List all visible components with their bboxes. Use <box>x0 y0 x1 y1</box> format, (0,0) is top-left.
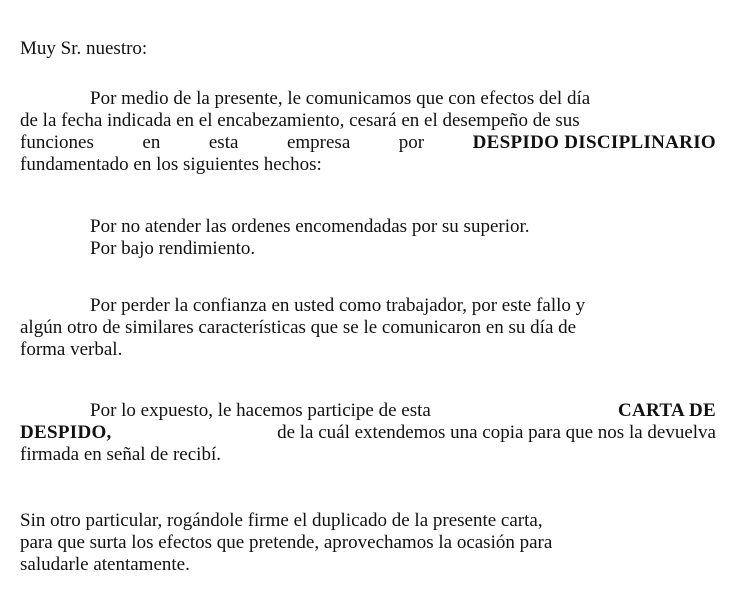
reasons-list <box>90 216 530 260</box>
letter-page <box>20 0 716 612</box>
paragraph-line-text: de la cuál extendemos una copia para que nos la devuelva <box>277 422 716 443</box>
paragraph-line <box>20 110 716 132</box>
paragraph-line-text: Sin otro particular, rogándole firme el duplicado de la presente carta, <box>20 510 543 531</box>
paragraph-line <box>20 532 716 554</box>
dismissal-type-bold: DESPIDO DISCIPLINARIO <box>472 132 716 153</box>
paragraph-line-text: Por lo expuesto, le hacemos participe de esta <box>90 400 431 421</box>
word: funciones <box>20 132 94 153</box>
paragraph-line-text: para que surta los efectos que pretende, aprovechamos la ocasión para <box>20 532 553 553</box>
header-scan-mark <box>320 0 380 5</box>
paragraph-loss-of-trust <box>20 295 716 361</box>
paragraph-line-text: de la fecha indicada en el encabezamiento, cesará en el desempeño de sus <box>20 110 580 131</box>
word: en <box>142 132 161 153</box>
paragraph-line <box>20 132 716 154</box>
paragraph-dismissal-notice <box>20 88 716 176</box>
paragraph-line <box>20 339 716 361</box>
paragraph-line <box>20 295 716 317</box>
word: empresa <box>286 132 351 153</box>
paragraph-line-text: saludarle atentamente. <box>20 554 190 575</box>
paragraph-line <box>20 444 716 466</box>
letter-type-bold: CARTA DE <box>618 400 716 421</box>
paragraph-line-text: Por medio de la presente, le comunicamos que con efectos del día <box>90 88 591 109</box>
reason-item: Por bajo rendimiento. <box>90 238 256 259</box>
paragraph-line <box>20 422 716 444</box>
paragraph-line <box>20 88 716 110</box>
reason-item: Por no atender las ordenes encomendadas por su superior. <box>90 216 530 237</box>
word: por <box>398 132 425 153</box>
word: esta <box>208 132 239 153</box>
paragraph-line <box>20 400 716 422</box>
paragraph-line <box>20 317 716 339</box>
paragraph-line-text: fundamentado en los siguientes hechos: <box>20 154 322 175</box>
salutation: Muy Sr. nuestro: <box>20 38 148 59</box>
paragraph-line <box>20 510 716 532</box>
paragraph-dismissal-letter <box>20 400 716 466</box>
paragraph-closing <box>20 510 716 576</box>
paragraph-line-text: firmada en señal de recibí. <box>20 444 221 465</box>
paragraph-line <box>20 154 716 176</box>
paragraph-line-text: algún otro de similares características que se le comunicaron en su día de <box>20 317 577 338</box>
letter-type-bold: DESPIDO, <box>20 422 112 443</box>
paragraph-line-text: Por perder la confianza en usted como trabajador, por este fallo y <box>90 295 586 316</box>
paragraph-line <box>20 554 716 576</box>
paragraph-line-text: forma verbal. <box>20 339 123 360</box>
